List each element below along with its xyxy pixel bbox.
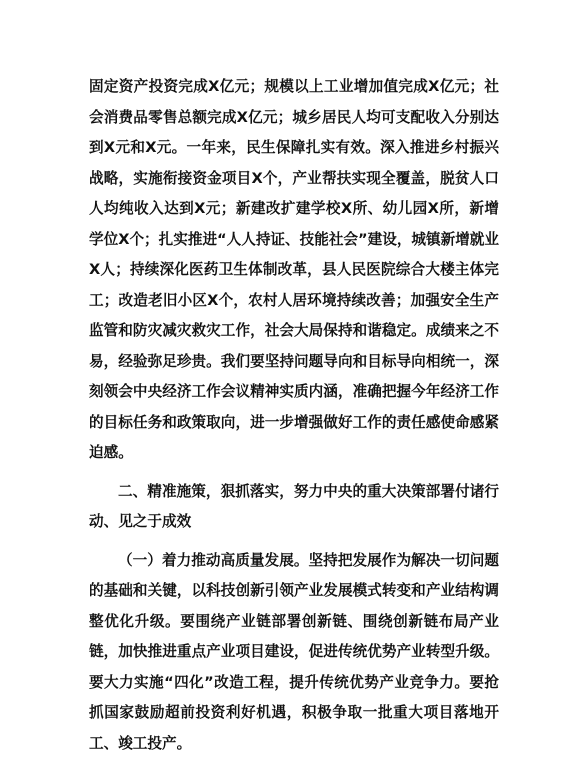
body-paragraph-1: 固定资产投资完成X亿元；规模以上工业增加值完成X亿元；社会消费品零售总额完成X亿元；城乡居民人均可支配收入分别达到X元和X元。一年来，民生保障扎实有效。深入推进乡村振兴战略，实施衔接资金项目X个，产业帮扶实现全覆盖，脱贫人口人均纯收入达到X元；新建改扩建学校X所、幼儿园X所，新增学位X个；扎实推进“人人持证、技能社会”建设，城镇新增就业X人；持续深化医药卫生体制改革，县人民医院综合大楼主体完工；改造老旧小区X个，农村人居环境持续改善；加强安全生产监管和防灾减灾救灾工作，社会大局保持和谐稳定。成绩来之不易，经验弥足珍贵。我们要坚持问题导向和目标导向相统一，深刻领会中央经济工作会议精神实质内涵，准确把握今年经济工作的目标任务和政策取向，进一步增强做好工作的责任感使命感紧迫感。	[89, 78, 499, 461]
document-page	[89, 72, 499, 759]
body-paragraph-2: （一）着力推动高质量发展。坚持把发展作为解决一切问题的基础和关键，以科技创新引领产业发展模式转变和产业结构调整优化升级。要围绕产业链部署创新链、围绕创新链布局产业链，加快推进重点产业项目建设，促进传统优势产业转型升级。要大力实施“四化”改造工程，提升传统优势产业竞争力。要抢抓国家鼓励超前投资利好机遇，积极争取一批重大项目落地开工、竣工投产。	[89, 551, 499, 752]
section-heading-2: 二、精准施策，狠抓落实，努力中央的重大决策部署付诸行动、见之于成效	[89, 482, 499, 530]
